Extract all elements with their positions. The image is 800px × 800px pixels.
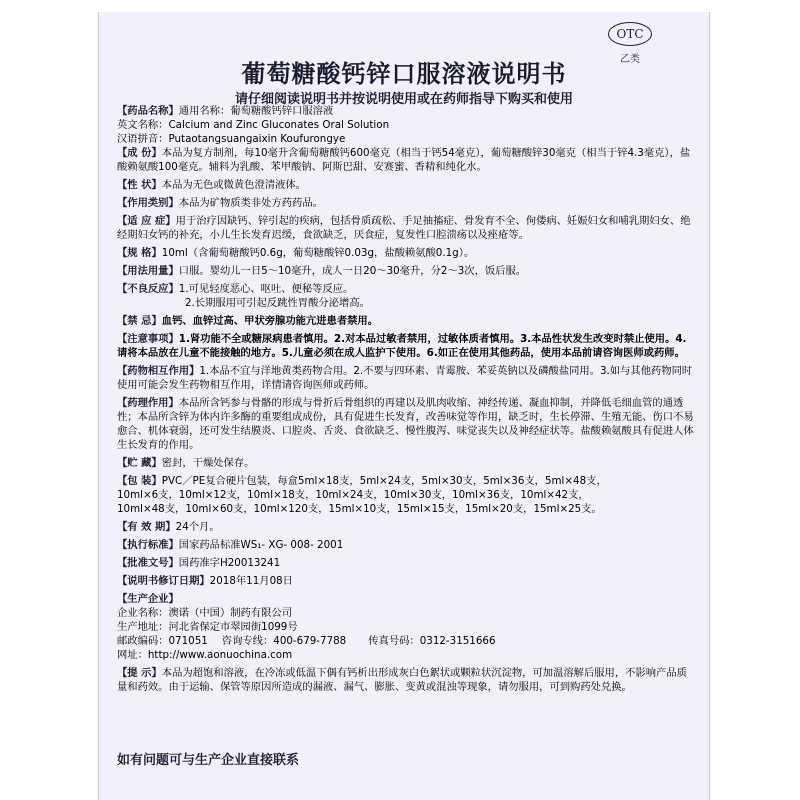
label-composition: 【成 份】 bbox=[117, 147, 162, 159]
manufacturer-fax: 传真号码：0312-3151666 bbox=[368, 635, 496, 647]
tips-text: 本品为超饱和溶液，在冷冻或低温下偶有钙析出形成灰白色絮状或颗粒状沉淀物，可加温溶解后服用，不影响产品质量和药效。由于运输、保管等原因所造成的漏液、漏气、膨胀、变黄或混浊等现象，请勿服用，可到购药处兑换。 bbox=[117, 667, 687, 693]
label-validity: 【有 效 期】 bbox=[117, 521, 176, 533]
section-pharmacology bbox=[117, 396, 695, 452]
manufacturer-postal: 邮政编码：071051 bbox=[117, 635, 208, 647]
label-interactions: 【药物相互作用】 bbox=[117, 365, 200, 377]
contact-note: 如有问题可与生产企业直接联系 bbox=[117, 753, 300, 768]
label-indications: 【适 应 症】 bbox=[117, 215, 176, 227]
package-line-2: 10ml×6支，10ml×12支，10ml×18支，10ml×24支，10ml×30支，10ml×36支，10ml×42支， bbox=[117, 489, 589, 501]
label-manufacturer: 【生产企业】 bbox=[117, 593, 179, 605]
contraindications-text: 血钙、血锌过高、甲状旁腺功能亢进患者禁用。 bbox=[161, 315, 379, 327]
section-category bbox=[117, 196, 695, 210]
manufacturer-address: 生产地址：河北省保定市翠园街1099号 bbox=[117, 621, 298, 633]
section-package bbox=[117, 474, 695, 488]
section-validity bbox=[117, 520, 695, 534]
otc-class-label: 乙类 bbox=[620, 54, 640, 65]
section-approval bbox=[117, 556, 695, 570]
manufacturer-website: 网址：http://www.aonuochina.com bbox=[117, 649, 293, 661]
label-specification: 【规 格】 bbox=[117, 247, 162, 259]
label-category: 【作用类别】 bbox=[117, 197, 179, 209]
label-storage: 【贮 藏】 bbox=[117, 457, 162, 469]
label-standard: 【执行标准】 bbox=[117, 539, 179, 551]
section-tips bbox=[117, 666, 695, 694]
pharmacology-text: 本品所含钙参与骨骼的形成与骨折后骨组织的再建以及肌肉收缩、神经传递、凝血抑制，并降低毛细血管的通透性；本品所含锌为体内许多酶的重要组成成份，具有促进生长发育，改善味觉等作用，缺乏时，生长停滞、生殖无能、伤口不易愈合、机体衰弱，还可发生结膜炎、口腔炎、舌炎、食欲缺乏、慢性腹泻、味觉丧失以及神经症状等。盐酸赖氨酸具有促进人体生长发育的作用。 bbox=[117, 397, 694, 451]
specification-text: 10ml（含葡萄糖酸钙0.6g，葡萄糖酸锌0.03g，盐酸赖氨酸0.1g）。 bbox=[161, 247, 475, 259]
section-precautions bbox=[117, 332, 695, 360]
english-name: 英文名称：Calcium and Zinc Gluconates Oral Solution bbox=[117, 119, 390, 131]
precautions-text: 1.肾功能不全或糖尿病患者慎用。2.对本品过敏者禁用，过敏体质者慎用。3.本品性状发生改变时禁止使用。4.请将本品放在儿童不能接触的地方。5.儿童必须在成人监护下使用。6.如正在使用其他药品，使用本品前请咨询医师或药师。 bbox=[117, 333, 687, 359]
label-revision: 【说明书修订日期】 bbox=[117, 575, 210, 587]
validity-text: 24个月。 bbox=[175, 521, 220, 533]
category-text: 本品为矿物质类非处方药药品。 bbox=[178, 197, 323, 209]
standard-text: 国家药品标准WS₁- XG- 008- 2001 bbox=[178, 539, 344, 551]
section-indications bbox=[117, 214, 695, 242]
package-line-3: 10ml×48支，10ml×60支，10ml×120支，15ml×10支，15ml×15支，15ml×20支，15ml×25支。 bbox=[117, 503, 602, 515]
manufacturer-contact-line bbox=[117, 634, 695, 648]
section-name bbox=[117, 104, 695, 118]
manufacturer-hotline: 咨询专线：400-679-7788 bbox=[221, 635, 347, 647]
common-name: 通用名称：葡萄糖酸钙锌口服溶液 bbox=[178, 105, 334, 117]
section-revision bbox=[117, 574, 695, 588]
section-standard bbox=[117, 538, 695, 552]
label-pharmacology: 【药理作用】 bbox=[117, 397, 179, 409]
label-adverse: 【不良反应】 bbox=[117, 283, 179, 295]
label-properties: 【性 状】 bbox=[117, 179, 162, 191]
label-tips: 【提 示】 bbox=[117, 667, 162, 679]
interactions-text: 1.本品不宜与洋地黄类药物合用。2.不要与四环素、青霉胺、苯妥英钠以及磷酸盐同用。3.如与其他药物同时使用可能会发生药物相互作用，详情请咨询医师或药师。 bbox=[117, 365, 693, 391]
leaflet-content bbox=[117, 104, 695, 694]
approval-text: 国药准字H20013241 bbox=[178, 557, 281, 569]
document-title: 葡萄糖酸钙锌口服溶液说明书 bbox=[241, 60, 567, 88]
indications-text: 用于治疗因缺钙、锌引起的疾病，包括骨质疏松、手足抽搐症、骨发育不全、佝偻病、妊娠妇女和哺乳期妇女、绝经期妇女钙的补充，小儿生长发育迟缓，食欲缺乏，厌食症，复发性口腔溃疡以及痤疮等。 bbox=[117, 215, 691, 241]
label-contraindications: 【禁 忌】 bbox=[117, 315, 162, 327]
section-contraindications bbox=[117, 314, 695, 328]
properties-text: 本品为无色或微黄色澄清液体。 bbox=[161, 179, 306, 191]
label-dosage: 【用法用量】 bbox=[117, 265, 179, 277]
package-line-1: PVC／PE复合硬片包装，每盒5ml×18支，5ml×24支，5ml×30支，5ml×36支，5ml×48支， bbox=[161, 475, 607, 487]
otc-badge: OTC bbox=[608, 22, 652, 46]
section-specification bbox=[117, 246, 695, 260]
label-precautions: 【注意事项】 bbox=[117, 333, 179, 345]
pinyin-name: 汉语拼音：Putaotangsuangaixin Koufurongye bbox=[117, 133, 346, 145]
manufacturer-company: 企业名称：澳诺（中国）制药有限公司 bbox=[117, 607, 293, 619]
document-subtitle: 请仔细阅读说明书并按说明使用或在药师指导下购买和使用 bbox=[234, 92, 573, 107]
section-composition bbox=[117, 146, 695, 174]
section-storage bbox=[117, 456, 695, 470]
adverse-line-1: 1.可见轻度恶心、呕吐、便秘等反应。 bbox=[178, 283, 354, 295]
section-adverse bbox=[117, 282, 695, 296]
section-manufacturer bbox=[117, 592, 695, 606]
section-interactions bbox=[117, 364, 695, 392]
storage-text: 密封，干燥处保存。 bbox=[161, 457, 255, 469]
composition-text: 本品为复方制剂，每10毫升含葡萄糖酸钙600毫克（相当于钙54毫克），葡萄糖酸锌30毫克（相当于锌4.3毫克），盐酸赖氨酸100毫克。辅料为乳酸、苯甲酸钠、阿斯巴甜、安赛蜜、香精和纯化水。 bbox=[117, 147, 691, 173]
label-package: 【包 装】 bbox=[117, 475, 162, 487]
section-dosage bbox=[117, 264, 695, 278]
label-approval: 【批准文号】 bbox=[117, 557, 179, 569]
label-drug-name: 【药品名称】 bbox=[117, 105, 179, 117]
revision-text: 2018年11月08日 bbox=[209, 575, 293, 587]
adverse-line-2: 2.长期服用可引起反跳性胃酸分泌增高。 bbox=[185, 297, 370, 309]
section-properties bbox=[117, 178, 695, 192]
dosage-text: 口服。婴幼儿一日5～10毫升，成人一日20～30毫升，分2～3次，饭后服。 bbox=[178, 265, 527, 277]
